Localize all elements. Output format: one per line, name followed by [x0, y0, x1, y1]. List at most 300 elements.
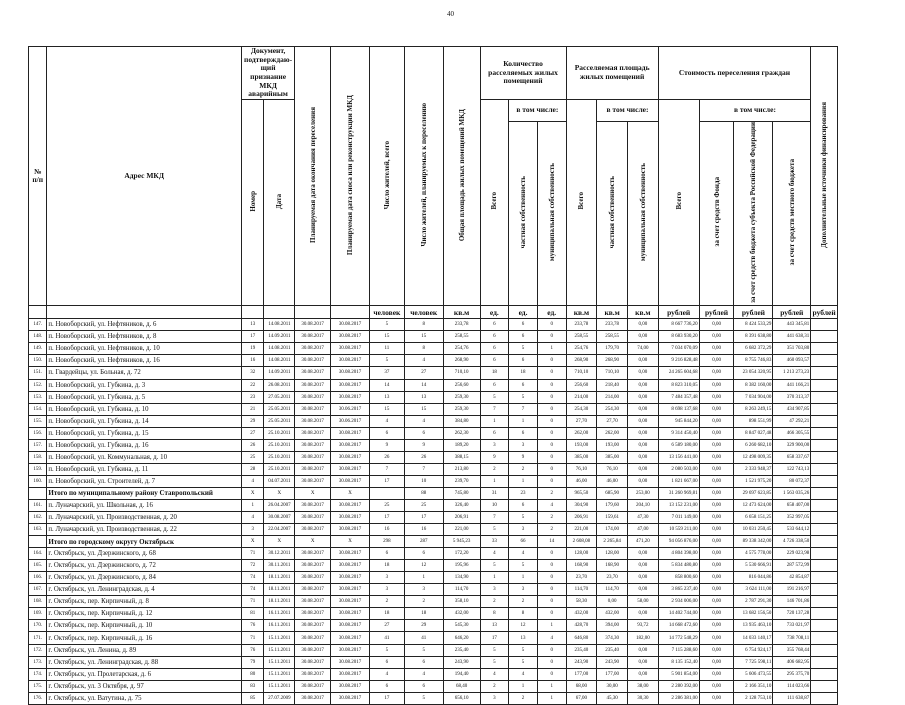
- planned-end: 30.08.2017: [295, 355, 331, 367]
- residents-planned: 15: [404, 403, 443, 415]
- planned-demolish: 30.08.2017: [331, 572, 370, 584]
- area-private: 235,40: [597, 644, 628, 656]
- cost-total: 94 056 876,00: [658, 536, 699, 548]
- area-private: 262,00: [597, 427, 628, 439]
- planned-end: 30.08.2017: [295, 463, 331, 475]
- cost-region: 816 044,86: [734, 572, 773, 584]
- residents-total: 298: [369, 536, 404, 548]
- cost-extra: [811, 451, 838, 463]
- area-private: 114,70: [597, 584, 628, 596]
- residents-total: 18: [369, 560, 404, 572]
- area-resettled: 254,76: [566, 343, 597, 355]
- doc-date: 26.04.2007: [264, 499, 295, 511]
- row-address: г. Октябрьск, ул. Дзержинского, д. 84: [47, 572, 242, 584]
- residents-total: 5: [369, 355, 404, 367]
- count-municipal: 0: [537, 548, 566, 560]
- cost-extra: [811, 644, 838, 656]
- cost-local: 229 023,98: [773, 548, 811, 560]
- planned-end: 30.08.2017: [295, 656, 331, 668]
- area-private: 685,90: [597, 487, 628, 499]
- area-resettled: 46,00: [566, 475, 597, 487]
- col-residents-planned: Число жителей, планируемых к переселению: [404, 47, 443, 306]
- cost-extra: [811, 331, 838, 343]
- cost-region: 6 260 682,10: [734, 439, 773, 451]
- cost-total: 2 080 503,00: [658, 463, 699, 475]
- unit-cell: ед.: [480, 306, 509, 319]
- cost-total: 14 668 472,60: [658, 620, 699, 632]
- cost-local: 1 563 035,26: [773, 487, 811, 499]
- area-private: 432,00: [597, 608, 628, 620]
- cost-local: 295 375,70: [773, 668, 811, 680]
- area-municipal: 0,00: [627, 379, 658, 391]
- row-address: п. Луначарский, ул. Производственная, д. 22: [47, 524, 242, 536]
- planned-demolish: 30.08.2017: [331, 439, 370, 451]
- row-address: п. Новоборский, ул. Нефтяников, д. 6: [47, 319, 242, 331]
- area-private: 128,00: [597, 548, 628, 560]
- count-private: 1: [509, 572, 538, 584]
- area-private: 0,00: [597, 596, 628, 608]
- cost-local: 4 726 338,50: [773, 536, 811, 548]
- area-total: 656,10: [443, 692, 480, 704]
- cost-fund: 0,00: [699, 415, 734, 427]
- table-row: [29, 668, 838, 680]
- planned-demolish: 30.08.2017: [331, 596, 370, 608]
- table-row: [29, 524, 838, 536]
- area-total: 233,78: [443, 319, 480, 331]
- count-total: 4: [480, 668, 509, 680]
- doc-date: 25.10.2011: [264, 463, 295, 475]
- area-resettled: 646,80: [566, 632, 597, 644]
- cost-region: 2 333 948,37: [734, 463, 773, 475]
- table-row: [29, 512, 838, 524]
- area-private: 710,10: [597, 367, 628, 379]
- planned-end: 30.08.2017: [295, 584, 331, 596]
- residents-total: 2: [369, 596, 404, 608]
- table-row: [29, 379, 838, 391]
- count-private: 5: [509, 560, 538, 572]
- cost-region: 12 473 624,00: [734, 499, 773, 511]
- row-address: г. Октябрьск, ул. Ленина, д. 89: [47, 644, 242, 656]
- col-count-municipal: муниципальная собственность: [537, 121, 566, 306]
- cost-including: в том числе:: [699, 99, 811, 121]
- count-municipal: 0: [537, 331, 566, 343]
- doc-number: 79: [241, 656, 264, 668]
- col-area-total: Общая площадь жилых помещений МКД: [443, 47, 480, 306]
- count-municipal: 0: [537, 656, 566, 668]
- doc-number: 19: [241, 343, 264, 355]
- cost-region: 3 624 111,00: [734, 584, 773, 596]
- table-row: [29, 343, 838, 355]
- table-row: [29, 415, 838, 427]
- doc-date: 25.05.2011: [264, 415, 295, 427]
- table-row: [29, 644, 838, 656]
- residents-planned: 7: [404, 463, 443, 475]
- cost-local: 466 305,55: [773, 427, 811, 439]
- planned-demolish: 30.08.2017: [331, 367, 370, 379]
- area-municipal: 0,00: [627, 355, 658, 367]
- row-address: п. Новоборский, ул. Нефтяников, д. 8: [47, 331, 242, 343]
- count-total: 5: [480, 391, 509, 403]
- row-address: п. Гвардейцы, ул. Больная, д. 72: [47, 367, 242, 379]
- col-count-group: Количество расселяемых жилых помещений: [480, 47, 566, 100]
- row-address: г. Октябрьск, ул. Дзержинского, д. 68: [47, 548, 242, 560]
- row-number: 154.: [29, 403, 47, 415]
- residents-total: 4: [369, 415, 404, 427]
- cost-local: 533 644,12: [773, 524, 811, 536]
- cost-fund: 0,00: [699, 439, 734, 451]
- row-address: г. Октябрьск, пер. Кирпичный, д. 8: [47, 596, 242, 608]
- row-address: п. Новоборский, ул. Губкина, д. 11: [47, 463, 242, 475]
- cost-local: 287 572,99: [773, 560, 811, 572]
- count-total: 6: [480, 427, 509, 439]
- row-address: г. Октябрьск, пер. Кирпичный, д. 16: [47, 632, 242, 644]
- area-municipal: 0,00: [627, 451, 658, 463]
- cost-local: 406 682,95: [773, 656, 811, 668]
- cost-total: 1 821 667,00: [658, 475, 699, 487]
- area-total: 5 945,23: [443, 536, 480, 548]
- unit-cell: рублей: [812, 307, 836, 317]
- cost-total: 945 844,20: [658, 415, 699, 427]
- cost-extra: [811, 475, 838, 487]
- planned-end: 30.08.2017: [295, 439, 331, 451]
- row-number: 173.: [29, 656, 47, 668]
- col-doc-number: Номер: [241, 99, 264, 306]
- cost-fund: 0,00: [699, 680, 734, 692]
- row-address: г. Октябрьск, ул. Пролетарская, д. 6: [47, 668, 242, 680]
- area-total: 259,30: [443, 403, 480, 415]
- row-number: 164.: [29, 548, 47, 560]
- cost-total: 8 683 930,20: [658, 331, 699, 343]
- residents-planned: 41: [404, 632, 443, 644]
- residents-total: 37: [369, 367, 404, 379]
- cost-fund: 0,00: [699, 596, 734, 608]
- count-total: 6: [480, 343, 509, 355]
- area-private: 258,55: [597, 331, 628, 343]
- cost-total: 6 589 180,00: [658, 439, 699, 451]
- row-number: 159.: [29, 463, 47, 475]
- cost-region: 12 498 009,35: [734, 451, 773, 463]
- count-total: 2: [480, 463, 509, 475]
- row-address: п. Луначарский, ул. Школьная, д. 16: [47, 499, 242, 511]
- cost-extra: [811, 584, 838, 596]
- area-total: 268,90: [443, 355, 480, 367]
- cost-region: 7 034 904,00: [734, 391, 773, 403]
- residents-planned: 12: [404, 560, 443, 572]
- area-municipal: 58,00: [627, 596, 658, 608]
- count-total: 17: [480, 632, 509, 644]
- residents-total: 7: [369, 463, 404, 475]
- planned-demolish: 30.08.2017: [331, 331, 370, 343]
- area-resettled: 233,78: [566, 319, 597, 331]
- planned-demolish: 30.08.2017: [331, 427, 370, 439]
- cost-fund: 0,00: [699, 475, 734, 487]
- cost-region: 13 682 156,50: [734, 608, 773, 620]
- count-total: 5: [480, 524, 509, 536]
- cost-local: 441 638,31: [773, 331, 811, 343]
- area-resettled: 193,00: [566, 439, 597, 451]
- col-num: № п/п: [29, 47, 47, 306]
- area-private: 177,00: [597, 668, 628, 680]
- planned-end: 30.08.2017: [295, 596, 331, 608]
- area-total: 646,20: [443, 632, 480, 644]
- row-address: п. Новоборский, ул. Нефтяников, д. 16: [47, 355, 242, 367]
- area-resettled: 58,30: [566, 596, 597, 608]
- cost-local: 720 137,28: [773, 608, 811, 620]
- count-municipal: 1: [537, 680, 566, 692]
- row-number: [29, 487, 47, 499]
- row-number: 156.: [29, 427, 47, 439]
- residents-total: 17: [369, 475, 404, 487]
- count-private: 5: [509, 512, 538, 524]
- residents-planned: 88: [404, 487, 443, 499]
- planned-demolish: 30.08.2017: [331, 548, 370, 560]
- table-row: [29, 439, 838, 451]
- cost-local: 738 708,11: [773, 632, 811, 644]
- cost-total: 2 934 006,00: [658, 596, 699, 608]
- row-number: 169.: [29, 608, 47, 620]
- area-private: 214,00: [597, 391, 628, 403]
- cost-extra: [811, 572, 838, 584]
- cost-fund: 0,00: [699, 379, 734, 391]
- count-private: 5: [509, 644, 538, 656]
- count-total: 3: [480, 692, 509, 704]
- doc-number: 23: [241, 391, 264, 403]
- cost-total: 858 800,60: [658, 572, 699, 584]
- doc-date: 14.09.2011: [264, 367, 295, 379]
- residents-planned: 29: [404, 620, 443, 632]
- col-cost-group: Стоимость переселения граждан: [658, 47, 811, 100]
- residents-planned: 6: [404, 427, 443, 439]
- area-resettled: 206,91: [566, 512, 597, 524]
- area-resettled: 262,00: [566, 427, 597, 439]
- planned-demolish: 30.08.2017: [331, 692, 370, 704]
- row-address: п. Новоборский, ул. Нефтяников, д. 10: [47, 343, 242, 355]
- cost-extra: [811, 415, 838, 427]
- planned-demolish: 30.08.2017: [331, 620, 370, 632]
- doc-date: 27.07.2009: [264, 692, 295, 704]
- cost-fund: 0,00: [699, 656, 734, 668]
- area-resettled: 710,10: [566, 367, 597, 379]
- row-number: 152.: [29, 379, 47, 391]
- count-private: 4: [509, 668, 538, 680]
- area-total: 194,40: [443, 668, 480, 680]
- row-number: 150.: [29, 355, 47, 367]
- cost-region: 6 658 151,25: [734, 512, 773, 524]
- area-resettled: 254,30: [566, 403, 597, 415]
- planned-demolish: 30.08.2017: [331, 512, 370, 524]
- doc-number: 80: [241, 668, 264, 680]
- unit-cell: ед.: [509, 306, 538, 319]
- cost-total: 5 901 854,00: [658, 668, 699, 680]
- area-total: 745,80: [443, 487, 480, 499]
- count-municipal: 1: [537, 692, 566, 704]
- count-municipal: 0: [537, 439, 566, 451]
- cost-extra: [811, 608, 838, 620]
- cost-extra: [811, 319, 838, 331]
- count-private: 6: [509, 427, 538, 439]
- cost-local: 329 900,00: [773, 439, 811, 451]
- area-total: 134,90: [443, 572, 480, 584]
- doc-date: 14.08.2011: [264, 343, 295, 355]
- area-private: 159,61: [597, 512, 628, 524]
- count-total: 4: [480, 548, 509, 560]
- cost-fund: 0,00: [699, 487, 734, 499]
- table-row: [29, 680, 838, 692]
- count-private: 13: [509, 632, 538, 644]
- count-private: 8: [509, 608, 538, 620]
- planned-demolish: 30.08.2017: [331, 524, 370, 536]
- cost-fund: 0,00: [699, 560, 734, 572]
- planned-demolish: 30.06.2017: [331, 403, 370, 415]
- subtotal-row: [29, 536, 838, 548]
- planned-end: 30.08.2017: [295, 632, 331, 644]
- table-row: [29, 391, 838, 403]
- row-number: 157.: [29, 439, 47, 451]
- residents-total: 15: [369, 403, 404, 415]
- subtotal-row: [29, 487, 838, 499]
- count-municipal: 0: [537, 367, 566, 379]
- cost-local: 1 213 273,23: [773, 367, 811, 379]
- count-private: 6: [509, 379, 538, 391]
- cost-extra: [811, 656, 838, 668]
- area-including: в том числе:: [597, 99, 658, 121]
- residents-total: 6: [369, 548, 404, 560]
- cost-extra: [811, 379, 838, 391]
- count-private: 4: [509, 548, 538, 560]
- planned-end: 30.08.2017: [295, 451, 331, 463]
- planned-end: 30.08.2017: [295, 475, 331, 487]
- cost-fund: 0,00: [699, 584, 734, 596]
- area-municipal: 0,00: [627, 644, 658, 656]
- count-private: 66: [509, 536, 538, 548]
- planned-end: 30.08.2017: [295, 367, 331, 379]
- cost-local: 355 768,44: [773, 644, 811, 656]
- cost-total: 14 402 744,00: [658, 608, 699, 620]
- cost-fund: 0,00: [699, 391, 734, 403]
- residents-total: 11: [369, 343, 404, 355]
- row-number: 161.: [29, 499, 47, 511]
- cost-local: 733 021,97: [773, 620, 811, 632]
- doc-date: 15.11.2011: [264, 632, 295, 644]
- table-row: [29, 584, 838, 596]
- cost-region: 898 551,99: [734, 415, 773, 427]
- residents-planned: 6: [404, 656, 443, 668]
- doc-date: 25.10.2011: [264, 427, 295, 439]
- count-private: 9: [509, 451, 538, 463]
- planned-end: 30.08.2017: [295, 427, 331, 439]
- area-private: 179,60: [597, 499, 628, 511]
- count-private: 3: [509, 439, 538, 451]
- residents-planned: 6: [404, 548, 443, 560]
- residents-total: 13: [369, 391, 404, 403]
- area-municipal: 471,20: [627, 536, 658, 548]
- area-private: 45,30: [597, 692, 628, 704]
- count-private: 2: [509, 596, 538, 608]
- row-number: 174.: [29, 668, 47, 680]
- count-municipal: 1: [537, 620, 566, 632]
- cost-local: 80 072,37: [773, 475, 811, 487]
- cost-local: 460 093,57: [773, 355, 811, 367]
- cost-extra: [811, 512, 838, 524]
- cost-total: 7 034 070,09: [658, 343, 699, 355]
- area-resettled: 177,00: [566, 668, 597, 680]
- planned-end: 30.08.2017: [295, 608, 331, 620]
- area-resettled: 385,00: [566, 451, 597, 463]
- col-residents-total: Число жителей, всего: [369, 47, 404, 306]
- doc-date: 18.11.2011: [264, 572, 295, 584]
- planned-end: X: [295, 487, 331, 499]
- count-private: 23: [509, 487, 538, 499]
- cost-local: 42 854,87: [773, 572, 811, 584]
- area-total: 358,10: [443, 596, 480, 608]
- doc-number: 4: [241, 512, 264, 524]
- cost-extra: [811, 439, 838, 451]
- count-municipal: 14: [537, 536, 566, 548]
- cost-total: 3 865 237,40: [658, 584, 699, 596]
- area-private: 218,40: [597, 379, 628, 391]
- cost-local: 441 166,21: [773, 379, 811, 391]
- count-total: 18: [480, 367, 509, 379]
- doc-number: 74: [241, 572, 264, 584]
- residents-planned: 4: [404, 415, 443, 427]
- cost-region: 8 391 638,80: [734, 331, 773, 343]
- doc-number: 21: [241, 403, 264, 415]
- row-number: 147.: [29, 319, 47, 331]
- planned-end: 30.08.2017: [295, 391, 331, 403]
- doc-date: 04.07.2011: [264, 475, 295, 487]
- count-private: 6: [509, 319, 538, 331]
- doc-date: 30.08.2007: [264, 512, 295, 524]
- residents-total: 14: [369, 379, 404, 391]
- doc-number: 29: [241, 415, 264, 427]
- cost-local: 434 907,85: [773, 403, 811, 415]
- cost-extra: [811, 596, 838, 608]
- row-number: [29, 536, 47, 548]
- count-private: 3: [509, 524, 538, 536]
- doc-date: 22.04.2007: [264, 524, 295, 536]
- count-total: 3: [480, 584, 509, 596]
- col-planned-end: Планируемая дата окончания переселения: [295, 47, 331, 306]
- residents-total: 26: [369, 451, 404, 463]
- planned-demolish: 30.08.2017: [331, 560, 370, 572]
- count-total: 7: [480, 512, 509, 524]
- cost-fund: 0,00: [699, 536, 734, 548]
- area-total: 259,30: [443, 391, 480, 403]
- count-private: 6: [509, 331, 538, 343]
- residents-total: 41: [369, 632, 404, 644]
- area-resettled: 67,00: [566, 692, 597, 704]
- count-municipal: 0: [537, 463, 566, 475]
- area-municipal: 93,72: [627, 620, 658, 632]
- area-municipal: 0,00: [627, 319, 658, 331]
- area-private: 30,00: [597, 680, 628, 692]
- col-area-private: частная собственность: [597, 121, 628, 306]
- cost-fund: 0,00: [699, 331, 734, 343]
- count-total: 3: [480, 439, 509, 451]
- count-municipal: 0: [537, 608, 566, 620]
- doc-number: 27: [241, 427, 264, 439]
- cost-extra: [811, 403, 838, 415]
- row-address: п. Новоборский, ул. Губкина, д. 16: [47, 439, 242, 451]
- table-row: [29, 463, 838, 475]
- cost-total: 8 698 137,68: [658, 403, 699, 415]
- residents-total: 6: [369, 680, 404, 692]
- doc-date: 25.10.2011: [264, 451, 295, 463]
- cost-fund: 0,00: [699, 427, 734, 439]
- residents-planned: 1: [404, 572, 443, 584]
- area-municipal: 0,00: [627, 608, 658, 620]
- cost-local: 370 313,37: [773, 391, 811, 403]
